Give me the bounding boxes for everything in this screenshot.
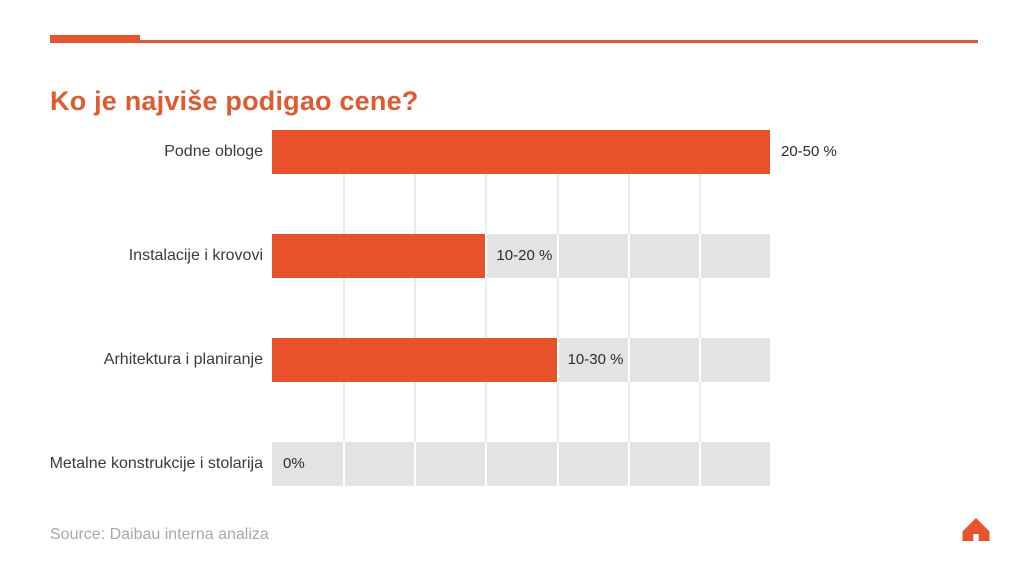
- gridline: [628, 130, 630, 486]
- bar-row: [272, 130, 837, 174]
- gridline: [414, 130, 416, 486]
- gridline: [485, 442, 487, 486]
- gridline: [557, 338, 559, 382]
- gridline: [343, 130, 345, 486]
- bar: [272, 338, 557, 382]
- gridline: [699, 234, 701, 278]
- gridline: [557, 130, 559, 486]
- gridline: [343, 442, 345, 486]
- gridline: [699, 130, 701, 486]
- gridline: [485, 234, 487, 278]
- plot-area: [272, 130, 837, 486]
- category-label: Arhitektura i planiranje: [103, 351, 263, 368]
- page-title: Ko je najviše podigao cene?: [50, 86, 419, 117]
- value-label: 0%: [283, 455, 305, 472]
- gridline: [414, 442, 416, 486]
- gridline: [485, 130, 487, 486]
- bar-track: [272, 442, 770, 486]
- gridline: [557, 234, 559, 278]
- value-label: 10-20 %: [496, 247, 553, 264]
- header-rule: [140, 40, 978, 43]
- gridline: [628, 442, 630, 486]
- source-note: Source: Daibau interna analiza: [50, 526, 269, 543]
- bar: [272, 130, 770, 174]
- gridline: [628, 338, 630, 382]
- gridline: [699, 442, 701, 486]
- header-accent-bar: [50, 35, 140, 43]
- gridline-layer: [272, 130, 770, 486]
- gridline: [557, 442, 559, 486]
- bar-row: [272, 338, 770, 382]
- category-label: Podne obloge: [164, 143, 263, 160]
- category-label: Instalacije i krovovi: [128, 247, 263, 264]
- value-label: 10-30 %: [567, 351, 624, 368]
- gridline: [699, 338, 701, 382]
- value-label: 20-50 %: [781, 143, 837, 160]
- bar-row: [272, 234, 770, 278]
- bar-row: [272, 442, 770, 486]
- bar: [272, 234, 485, 278]
- daibau-house-icon: [960, 515, 992, 547]
- gridline: [628, 234, 630, 278]
- category-label: Metalne konstrukcije i stolarija: [49, 455, 263, 472]
